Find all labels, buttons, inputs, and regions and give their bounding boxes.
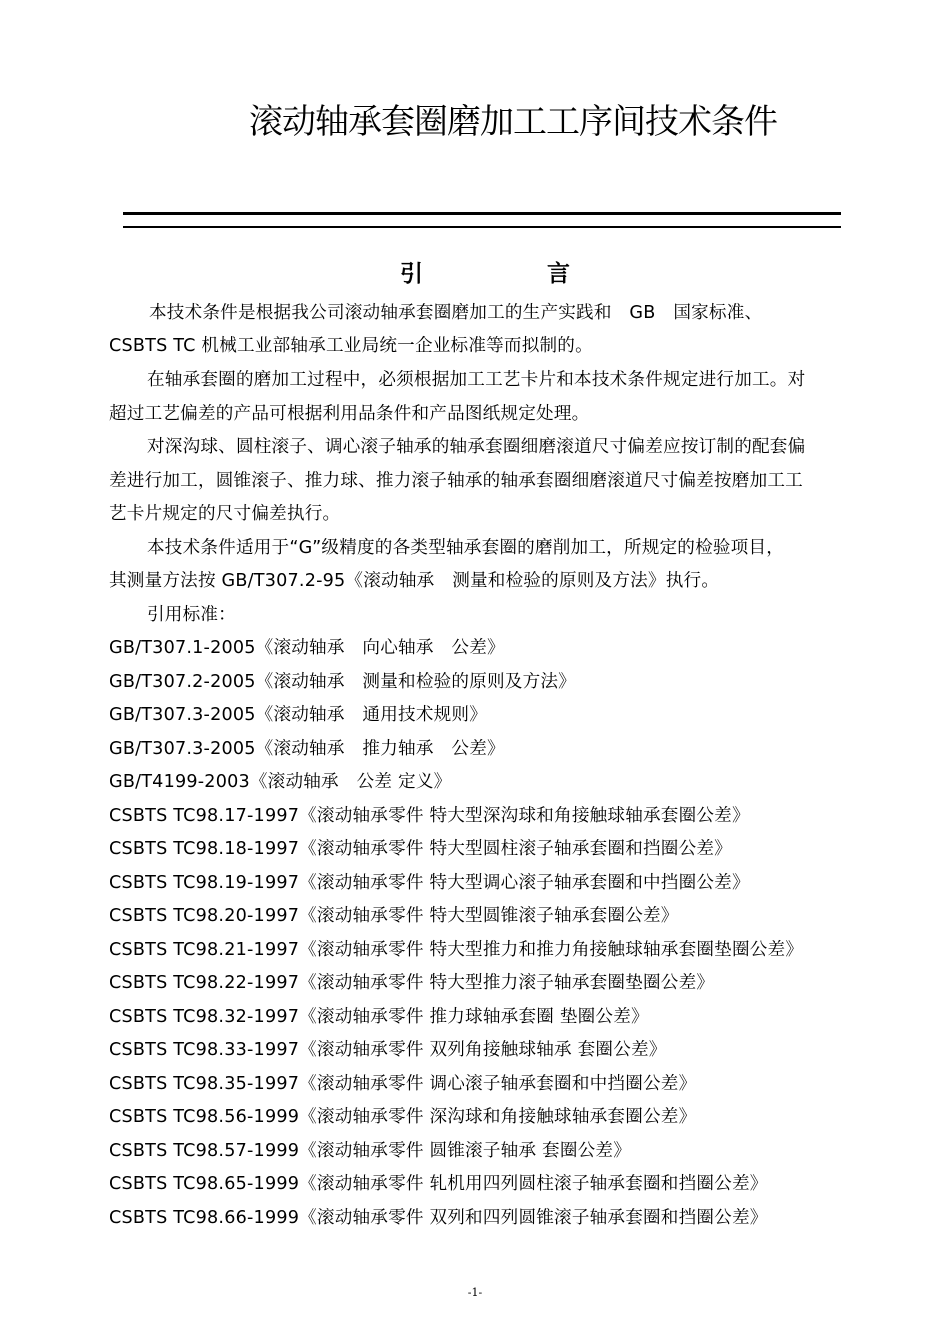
reference-item: GB/T307.3-2005《滚动轴承 通用技术规则》 xyxy=(109,705,487,725)
title-rule-thick xyxy=(123,212,841,215)
section-heading-char-2: 言 xyxy=(547,261,570,287)
paragraph-line: 艺卡片规定的尺寸偏差执行。 xyxy=(109,504,341,524)
reference-item: GB/T307.1-2005《滚动轴承 向心轴承 公差》 xyxy=(109,638,505,658)
paragraph-line: CSBTS TC 机械工业部轴承工业局统一企业标准等而拟制的。 xyxy=(109,336,593,356)
reference-item: CSBTS TC98.22-1997《滚动轴承零件 特大型推力滚子轴承套圈垫圈公差》 xyxy=(109,973,715,993)
reference-item: CSBTS TC98.57-1999《滚动轴承零件 圆锥滚子轴承 套圈公差》 xyxy=(109,1141,631,1161)
paragraph-line: 对深沟球、圆柱滚子、调心滚子轴承的轴承套圈细磨滚道尺寸偏差应按订制的配套偏 xyxy=(147,437,806,457)
references-label: 引用标准： xyxy=(147,605,236,625)
reference-item: GB/T4199-2003《滚动轴承 公差 定义》 xyxy=(109,772,452,792)
reference-item: CSBTS TC98.18-1997《滚动轴承零件 特大型圆柱滚子轴承套圈和挡圈公差》 xyxy=(109,839,732,859)
reference-item: GB/T307.3-2005《滚动轴承 推力轴承 公差》 xyxy=(109,739,505,759)
section-heading xyxy=(400,255,570,288)
reference-item: CSBTS TC98.20-1997《滚动轴承零件 特大型圆锥滚子轴承套圈公差》 xyxy=(109,906,679,926)
document-title: 滚动轴承套圈磨加工工序间技术条件 xyxy=(249,102,777,142)
page-number: -1- xyxy=(467,1286,483,1299)
reference-item: CSBTS TC98.65-1999《滚动轴承零件 轧机用四列圆柱滚子轴承套圈和挡圈公差》 xyxy=(109,1174,768,1194)
paragraph-line: 本技术条件适用于“G”级精度的各类型轴承套圈的磨削加工，所规定的检验项目， xyxy=(147,538,785,558)
paragraph-line: 其测量方法按 GB/T307.2-95《滚动轴承 测量和检验的原则及方法》执行。 xyxy=(109,571,720,591)
paragraph-line: 差进行加工，圆锥滚子、推力球、推力滚子轴承的轴承套圈细磨滚道尺寸偏差按磨加工工 xyxy=(109,471,803,491)
section-heading-char-1: 引 xyxy=(400,261,423,287)
reference-item: CSBTS TC98.35-1997《滚动轴承零件 调心滚子轴承套圈和中挡圈公差》 xyxy=(109,1074,697,1094)
reference-item: CSBTS TC98.19-1997《滚动轴承零件 特大型调心滚子轴承套圈和中挡圈公差》 xyxy=(109,873,750,893)
reference-item: CSBTS TC98.17-1997《滚动轴承零件 特大型深沟球和角接触球轴承套圈公差》 xyxy=(109,806,750,826)
reference-item: CSBTS TC98.66-1999《滚动轴承零件 双列和四列圆锥滚子轴承套圈和挡圈公差》 xyxy=(109,1208,768,1228)
reference-item: CSBTS TC98.32-1997《滚动轴承零件 推力球轴承套圈 垫圈公差》 xyxy=(109,1007,649,1027)
paragraph-line: 在轴承套圈的磨加工过程中，必须根据加工工艺卡片和本技术条件规定进行加工。对 xyxy=(147,370,806,390)
paragraph-line: 本技术条件是根据我公司滚动轴承套圈磨加工的生产实践和 GB 国家标准、 xyxy=(149,303,763,323)
paragraph-line: 超过工艺偏差的产品可根据利用品条件和产品图纸规定处理。 xyxy=(109,404,590,424)
reference-item: GB/T307.2-2005《滚动轴承 测量和检验的原则及方法》 xyxy=(109,672,576,692)
reference-item: CSBTS TC98.21-1997《滚动轴承零件 特大型推力和推力角接触球轴承套圈垫圈公差》 xyxy=(109,940,804,960)
reference-item: CSBTS TC98.33-1997《滚动轴承零件 双列角接触球轴承 套圈公差》 xyxy=(109,1040,667,1060)
reference-item: CSBTS TC98.56-1999《滚动轴承零件 深沟球和角接触球轴承套圈公差》 xyxy=(109,1107,697,1127)
title-rule-thin xyxy=(123,226,841,228)
